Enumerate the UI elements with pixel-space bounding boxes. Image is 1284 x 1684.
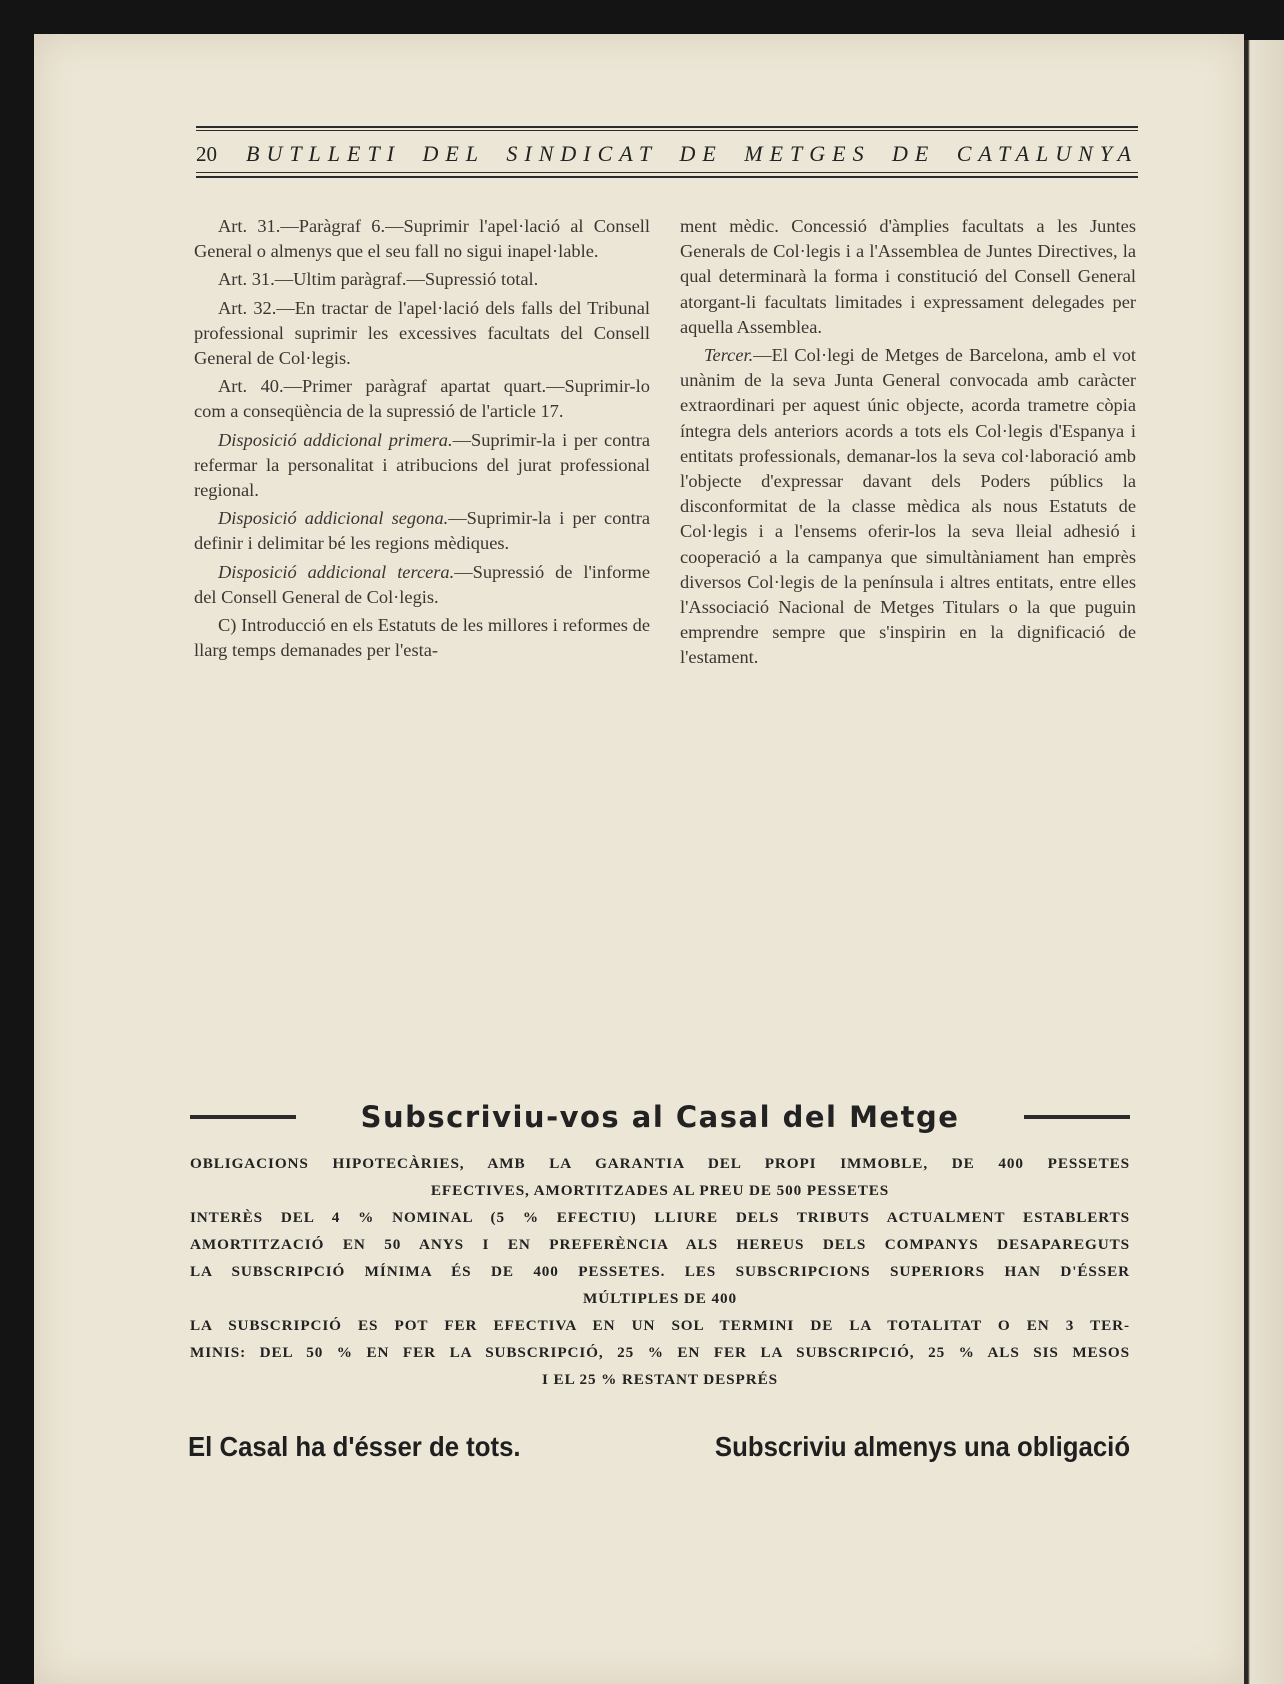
ad-rule-left bbox=[190, 1115, 296, 1119]
paragraph bbox=[194, 428, 650, 504]
header-line bbox=[196, 139, 1138, 169]
paragraph-label: Disposició addicional tercera. bbox=[218, 561, 455, 582]
ad-line: OBLIGACIONS HIPOTECÀRIES, AMB LA GARANTIA DEL PROPI IMMOBLE, DE 400 PESSETES bbox=[190, 1155, 1130, 1172]
slogans bbox=[188, 1431, 1130, 1463]
header-rule-top bbox=[196, 126, 1138, 128]
ad-line: MÚLTIPLES DE 400 bbox=[583, 1290, 737, 1307]
ad-rule-right bbox=[1024, 1115, 1130, 1119]
left-column bbox=[194, 214, 650, 666]
paragraph-text: —Supressió de l'informe del Consell General de Col·legis. bbox=[194, 561, 650, 607]
page-header bbox=[196, 126, 1138, 182]
ad-line: LA SUBSCRIPCIÓ MÍNIMA ÉS DE 400 PESSETES. LES SUBSCRIPCIONS SUPERIORS HAN D'ÉSSER bbox=[190, 1263, 1130, 1280]
ad-line: I EL 25 % RESTANT DESPRÉS bbox=[542, 1371, 778, 1388]
ad-title: Subscriviu-vos al Casal del Metge bbox=[360, 1100, 960, 1134]
subscription-advertisement bbox=[190, 1100, 1130, 1393]
ad-line: LA SUBSCRIPCIÓ ES POT FER EFECTIVA EN UN SOL TERMINI DE LA TOTALITAT O EN 3 TER- bbox=[190, 1317, 1130, 1334]
ad-line: MINIS: DEL 50 % EN FER LA SUBSCRIPCIÓ, 25 % EN FER LA SUBSCRIPCIÓ, 25 % ALS SIS MESOS bbox=[190, 1344, 1130, 1361]
running-head-word: METGES bbox=[744, 141, 871, 166]
paragraph-label: Disposició addicional primera. bbox=[218, 429, 453, 450]
paragraph: Art. 40.—Primer paràgraf apartat quart.—Suprimir-lo com a conseqüència de la supressió de l'article 17. bbox=[194, 376, 650, 422]
paragraph: ment mèdic. Concessió d'àmplies facultats a les Juntes Generals de Col·legis i a l'Assemblea de Juntes Directives, la qual determinarà la forma i constitució del Consell General atorgant-li facultats limitades i expressament delegades per aquella Assemblea. bbox=[680, 216, 1136, 337]
ad-line: INTERÈS DEL 4 % NOMINAL (5 % EFECTIU) LLIURE DELS TRIBUTS ACTUALMENT ESTABLERTS bbox=[190, 1209, 1130, 1226]
paragraph-text: —El Col·legi de Metges de Barcelona, amb el vot unànim de la seva Junta General convocada amb caràcter extraordinari per aquest únic objecte, acorda trametre còpia íntegra dels anteriors acords a tots els Col·legis d'Espanya i entitats professionals, demanar-los la seva col·laboració amb l'objecte d'expressar davant dels Poders públics la disconformitat de la classe mèdica als nous Estatuts de Col·legis i a l'ensems oferir-los la seva lleial adhesió i cooperació a la campanya que simultàniament han emprès diversos Col·legis de la península i altres entitats, entre elles l'Associació Nacional de Metges Titulars o la que puguin emprendre sempre que s'inspirin en la dignificació de l'estament. bbox=[680, 345, 1136, 668]
running-head-word: DE bbox=[679, 141, 723, 166]
header-rule-top-thin bbox=[196, 130, 1138, 131]
running-head-word: DE bbox=[891, 141, 936, 166]
right-column bbox=[680, 214, 1136, 674]
ad-line: EFECTIVES, AMORTITZADES AL PREU DE 500 PESSETES bbox=[430, 1182, 890, 1199]
running-head-word: SINDICAT bbox=[506, 141, 659, 166]
header-rule-bottom bbox=[196, 176, 1138, 178]
running-head bbox=[246, 141, 1138, 167]
paragraph: Art. 32.—En tractar de l'apel·lació dels falls del Tribunal professional suprimir les excessives facultats del Consell General de Col·legis. bbox=[194, 297, 650, 369]
adjacent-page-edge bbox=[1244, 40, 1284, 1684]
ad-body bbox=[190, 1150, 1130, 1393]
paragraph-label: Tercer. bbox=[704, 345, 754, 366]
paragraph-text: —Suprimir-la i per contra refermar la personalitat i atribucions del jurat professional regional. bbox=[194, 429, 650, 501]
ad-line: AMORTITZACIÓ EN 50 ANYS I EN PREFERÈNCIA ALS HEREUS DELS COMPANYS DESAPAREGUTS bbox=[190, 1236, 1130, 1253]
paragraph-label: Disposició addicional segona. bbox=[218, 508, 449, 529]
running-head-word: BUTLLETI bbox=[246, 141, 402, 166]
paragraph-text: —Suprimir-la i per contra definir i delimitar bé les regions mèdiques. bbox=[194, 508, 650, 554]
running-head-word: DEL bbox=[422, 141, 485, 166]
paragraph: C) Introducció en els Estatuts de les millores i reformes de llarg temps demanades per l'esta- bbox=[194, 615, 650, 661]
slogan-right: Subscriviu almenys una obligació bbox=[714, 1431, 1131, 1462]
running-head-word: CATALUNYA bbox=[956, 141, 1138, 166]
paragraph bbox=[194, 506, 650, 556]
header-rule-bottom-thin bbox=[196, 172, 1138, 173]
paragraph: Art. 31.—Ultim paràgraf.—Supressió total. bbox=[218, 269, 539, 290]
slogan-left: El Casal ha d'ésser de tots. bbox=[188, 1431, 521, 1462]
paragraph: Art. 31.—Paràgraf 6.—Suprimir l'apel·lació al Consell General o almenys que el seu fall no sigui inapel·lable. bbox=[194, 216, 650, 262]
page-number: 20 bbox=[196, 141, 217, 166]
paragraph bbox=[680, 343, 1136, 671]
paragraph bbox=[194, 560, 650, 610]
ad-title-row bbox=[190, 1100, 1130, 1134]
